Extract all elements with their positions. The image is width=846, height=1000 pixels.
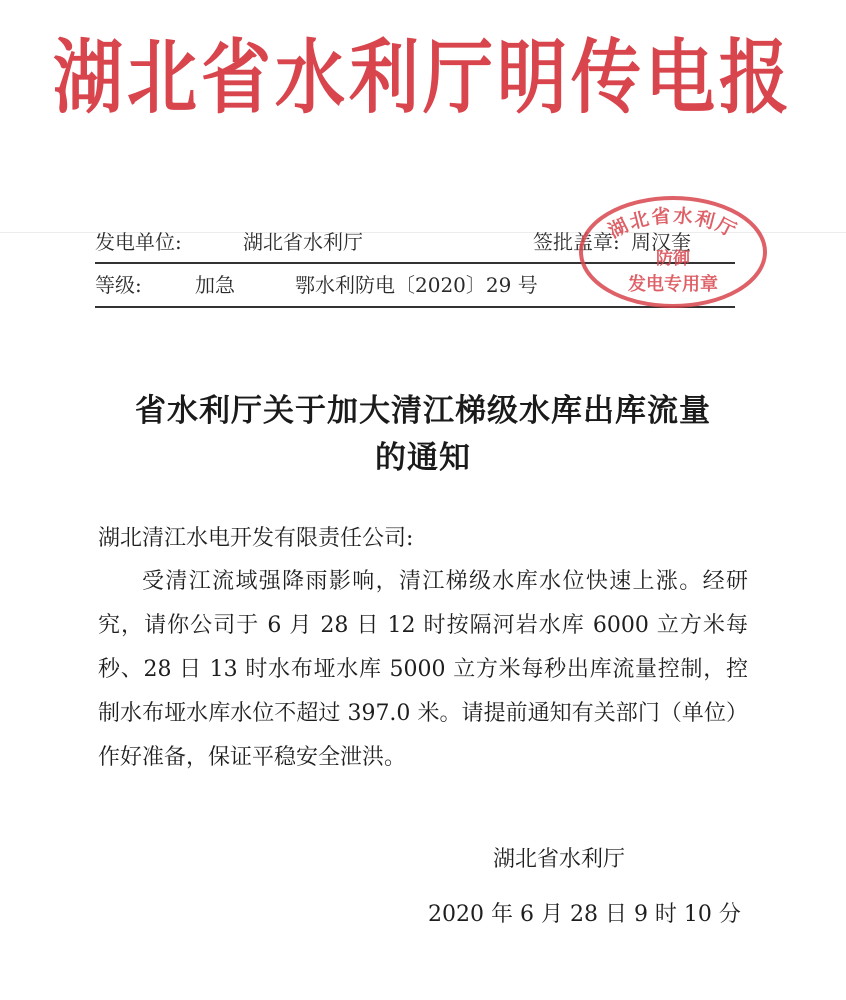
level-label: 等级:: [95, 273, 142, 297]
doc-number: 鄂水利防电〔2020〕29 号: [295, 273, 538, 297]
signature-org: 湖北省水利厅: [493, 847, 626, 872]
seal-purpose-text: 发电专用章: [628, 274, 718, 295]
approver-value: 周汉奎: [631, 230, 691, 254]
body-paragraph-container: [98, 560, 748, 780]
approver-label: 签批盖章:: [533, 230, 620, 254]
seal-dept-text: 防御: [656, 249, 690, 269]
notice-title-line-1: 省水利厅关于加大清江梯级水库出库流量: [135, 393, 711, 429]
svg-text:湖北省水利厅: [604, 204, 741, 243]
notice-title-line-2: 的通知: [375, 440, 471, 476]
body-paragraph: 受清江流域强降雨影响，清江梯级水库水位快速上涨。经研究，请你公司于 6 月 28 日 12 时按隔河岩水库 6000 立方米每秒、28 日 13 时水布垭水库 5000 立方米每秒出库流量控制，控制水布垭水库水位不超过 397.0 米。请提前通知有关部门（单位）作好准备，保证平稳安全泄洪。: [98, 569, 748, 770]
salutation: 湖北清江水电开发有限责任公司:: [98, 526, 414, 551]
official-seal: [575, 192, 771, 312]
sender-value: 湖北省水利厅: [243, 230, 363, 254]
signature-datetime: 2020 年 6 月 28 日 9 时 10 分: [428, 902, 741, 927]
seal-org-text: 湖北省水利厅: [604, 204, 742, 243]
document-banner: 湖北省水利厅明传电报: [53, 30, 793, 126]
level-value: 加急: [195, 273, 235, 297]
sender-label: 发电单位:: [95, 230, 182, 254]
